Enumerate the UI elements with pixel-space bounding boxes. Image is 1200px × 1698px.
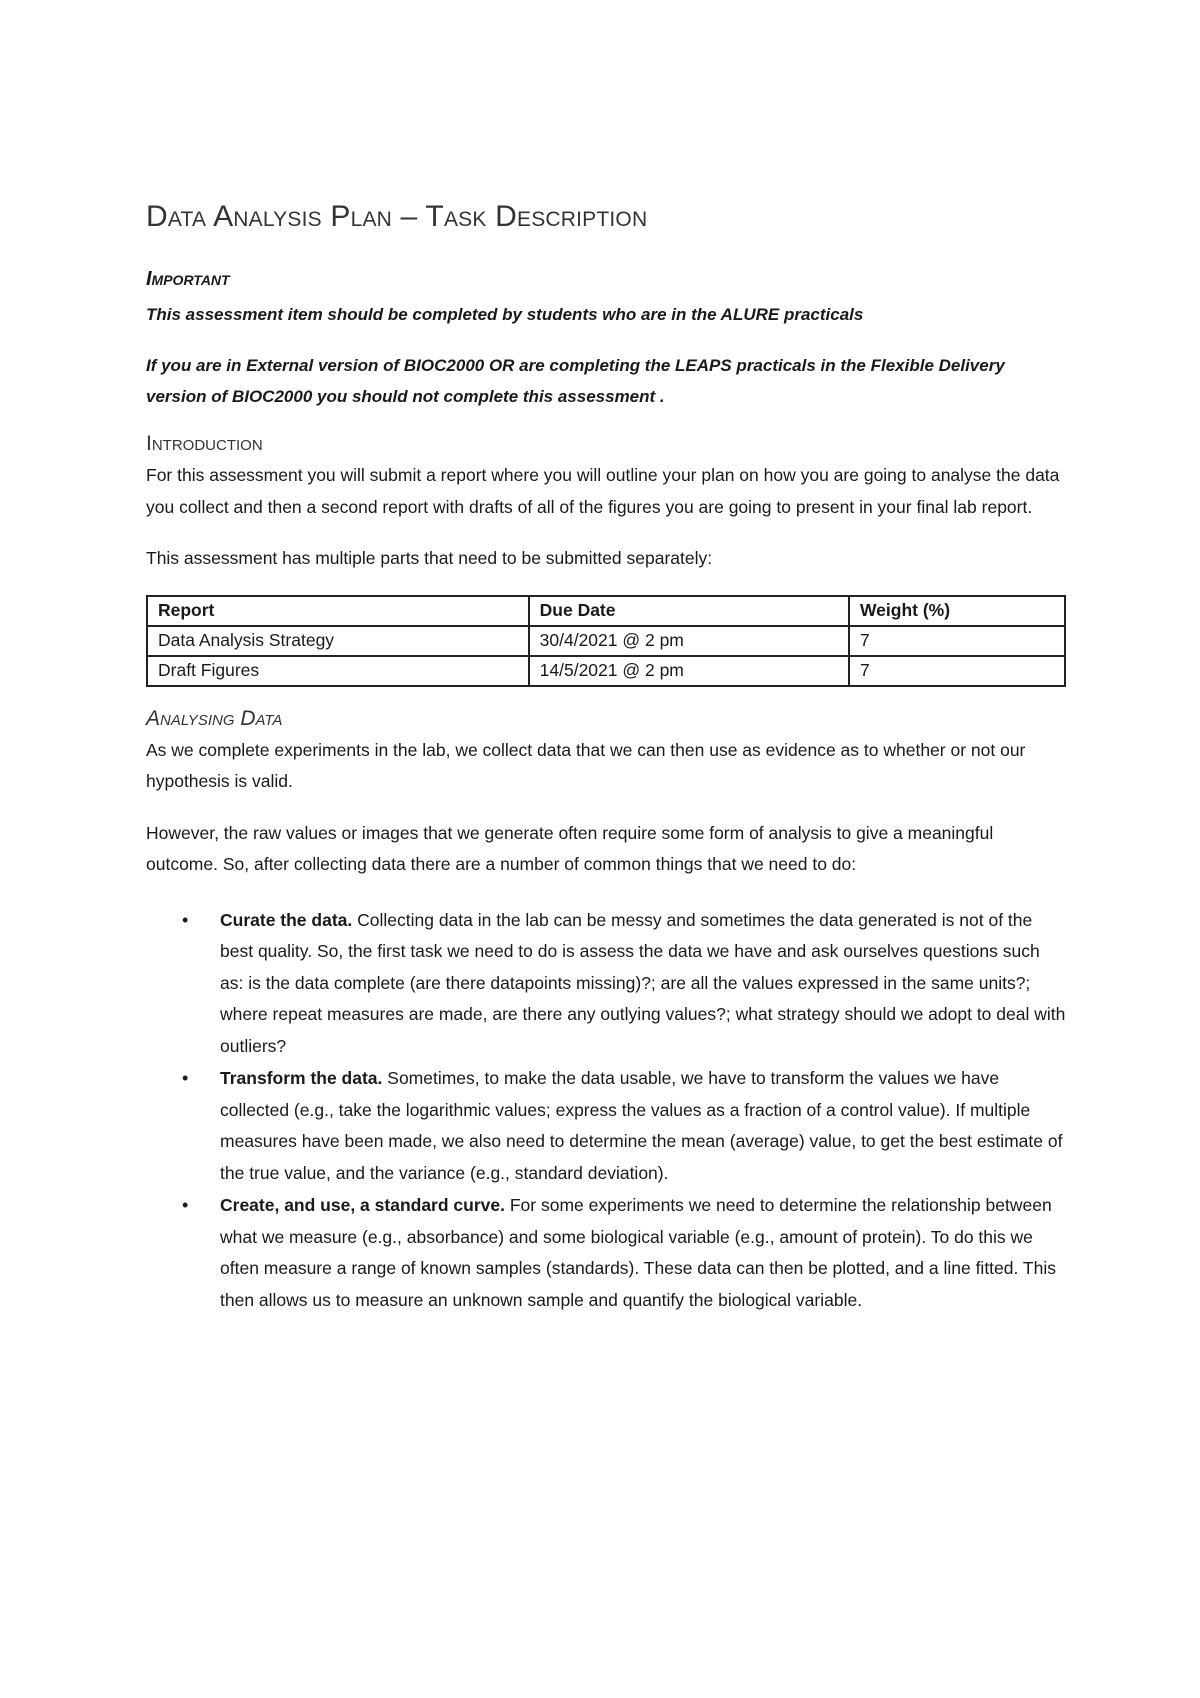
table-header-row	[147, 596, 1065, 626]
introduction-paragraph-1: For this assessment you will submit a report where you will outline your plan on how you are going to analyse the data you collect and then a second report with drafts of all of the figures you are going to present in your final lab report.	[146, 465, 1060, 517]
task-name: Create, and use, a standard curve.	[220, 1195, 505, 1215]
analysing-data-heading: Analysing Data	[146, 706, 283, 730]
task-description: For some experiments we need to determine the relationship between what we measure (e.g., absorbance) and some biological variable (e.g., amount of protein). To do this we often measure a range of known samples (standards). These data can then be plotted, and a line fitted. This then allows us to measure an unknown sample and quantify the biological variable.	[220, 1195, 1056, 1310]
task-description: Collecting data in the lab can be messy and sometimes the data generated is not of the best quality. So, the first task we need to do is assess the data we have and ask ourselves questions such as: is the data complete (are there datapoints missing)?; are all the values expressed in the same units?; where repeat measures are made, are there any outlying values?; what strategy should we adopt to deal with outliers?	[220, 909, 1066, 1056]
table-header-weight: Weight (%)	[849, 596, 1065, 626]
table-cell-report: Draft Figures	[147, 656, 529, 686]
table-header-report: Report	[147, 596, 529, 626]
page-title: Data Analysis Plan – Task Description	[146, 200, 648, 233]
document-page	[146, 200, 1066, 1317]
task-description: Sometimes, to make the data usable, we have to transform the values we have collected (e.g., take the logarithmic values; express the values as a fraction of a control value). If multiple measures have been made, we also need to determine the mean (average) value, to get the best estimate of the true value, and the variance (e.g., standard deviation).	[220, 1068, 1063, 1183]
introduction-paragraph-2: This assessment has multiple parts that need to be submitted separately:	[146, 548, 713, 568]
list-item	[182, 905, 1066, 1063]
task-name: Transform the data.	[220, 1068, 383, 1088]
table-cell-weight: 7	[849, 626, 1065, 656]
table-cell-report: Data Analysis Strategy	[147, 626, 529, 656]
bullet-icon: •	[182, 1068, 189, 1088]
table-cell-due-date: 30/4/2021 @ 2 pm	[529, 626, 849, 656]
bullet-icon: •	[182, 1195, 189, 1215]
important-line-1: This assessment item should be completed by students who are in the ALURE practicals	[146, 305, 864, 324]
table-cell-weight: 7	[849, 656, 1065, 686]
table-row	[147, 656, 1065, 686]
introduction-heading: Introduction	[146, 432, 263, 455]
important-line-2: If you are in External version of BIOC2000 OR are completing the LEAPS practicals in the Flexible Delivery version of BIOC2000 you should not complete this assessment .	[146, 356, 1005, 406]
table-row	[147, 626, 1065, 656]
reports-table	[146, 595, 1066, 687]
important-heading: Important	[146, 268, 230, 290]
list-item	[182, 1063, 1066, 1189]
bullet-icon: •	[182, 909, 189, 930]
analysing-paragraph-1: As we complete experiments in the lab, we collect data that we can then use as evidence as to whether or not our hypothesis is valid.	[146, 739, 1026, 791]
list-item	[182, 1190, 1066, 1316]
table-cell-due-date: 14/5/2021 @ 2 pm	[529, 656, 849, 686]
table-header-due-date: Due Date	[529, 596, 849, 626]
task-name: Curate the data.	[220, 909, 353, 930]
task-list	[146, 905, 1066, 1317]
analysing-paragraph-2: However, the raw values or images that we generate often require some form of analysis to give a meaningful outcome. So, after collecting data there are a number of common things that we need to do:	[146, 822, 994, 874]
